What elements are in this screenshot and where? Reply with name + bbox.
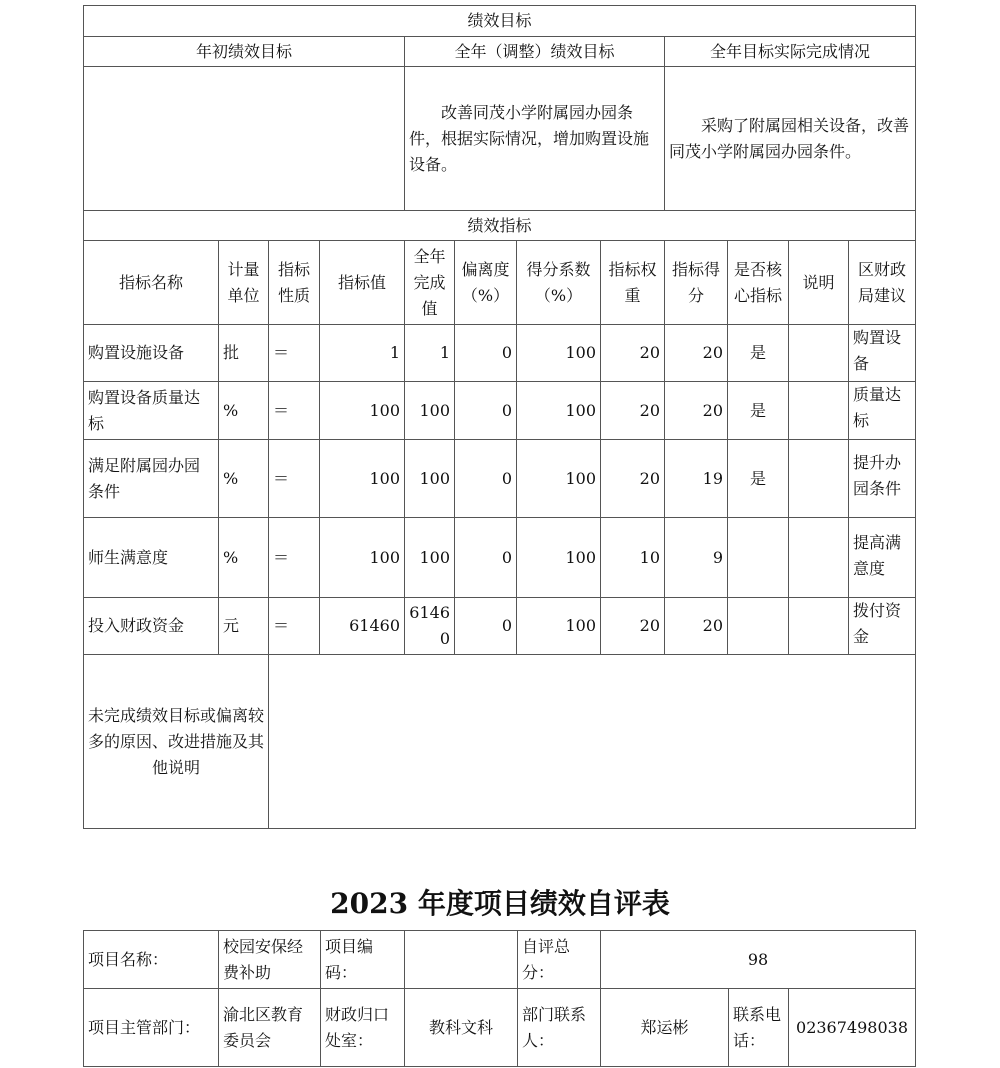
indicator-unit: 批 — [219, 325, 269, 382]
header-score-coefficient: 得分系数（%） — [517, 241, 601, 325]
indicator-note — [789, 440, 849, 518]
indicator-nature: ＝ — [269, 518, 320, 598]
contact-value: 郑运彬 — [601, 989, 729, 1067]
dept-value: 渝北区教育委员会 — [219, 989, 321, 1067]
indicator-deviation: 0 — [455, 325, 517, 382]
indicator-weight: 10 — [601, 518, 665, 598]
indicator-unit: % — [219, 382, 269, 440]
header-indicator-name: 指标名称 — [84, 241, 219, 325]
indicator-nature: ＝ — [269, 440, 320, 518]
project-info-table — [83, 930, 916, 1067]
indicator-advice: 购置设备 — [849, 325, 916, 382]
indicator-note — [789, 382, 849, 440]
indicator-target: 61460 — [320, 598, 405, 655]
phone-label: 联系电话： — [729, 989, 789, 1067]
finance-office-label: 财政归口处室： — [321, 989, 405, 1067]
project-code-value — [405, 931, 518, 989]
indicator-core: 是 — [728, 440, 789, 518]
header-weight: 指标权重 — [601, 241, 665, 325]
header-deviation: 偏离度（%） — [455, 241, 517, 325]
indicator-name: 投入财政资金 — [84, 598, 219, 655]
header-core-indicator: 是否核心指标 — [728, 241, 789, 325]
project-name-value: 校园安保经费补助 — [219, 931, 321, 989]
indicator-advice: 质量达标 — [849, 382, 916, 440]
section-goal-header: 绩效目标 — [84, 6, 916, 37]
indicator-score: 9 — [665, 518, 728, 598]
indicator-coef: 100 — [517, 382, 601, 440]
indicator-target: 100 — [320, 518, 405, 598]
reason-text — [269, 655, 916, 829]
indicator-deviation: 0 — [455, 440, 517, 518]
indicator-core — [728, 518, 789, 598]
dept-label: 项目主管部门： — [84, 989, 219, 1067]
header-note: 说明 — [789, 241, 849, 325]
actual-completion-text: 采购了附属园相关设备，改善同茂小学附属园办园条件。 — [665, 67, 916, 211]
indicator-name: 购置设备质量达标 — [84, 382, 219, 440]
indicator-deviation: 0 — [455, 382, 517, 440]
indicator-coef: 100 — [517, 325, 601, 382]
indicator-name: 购置设施设备 — [84, 325, 219, 382]
indicator-advice: 提高满意度 — [849, 518, 916, 598]
table-row — [84, 440, 916, 518]
col-adjusted-goal: 全年（调整）绩效目标 — [405, 37, 665, 67]
indicator-coef: 100 — [517, 598, 601, 655]
indicator-name: 满足附属园办园条件 — [84, 440, 219, 518]
table-row — [84, 598, 916, 655]
indicator-weight: 20 — [601, 325, 665, 382]
project-name-label: 项目名称： — [84, 931, 219, 989]
adjusted-goal-text: 改善同茂小学附属园办园条件，根据实际情况，增加购置设施设备。 — [405, 67, 665, 211]
indicator-deviation: 0 — [455, 598, 517, 655]
indicator-coef: 100 — [517, 440, 601, 518]
col-initial-goal: 年初绩效目标 — [84, 37, 405, 67]
header-unit: 计量单位 — [219, 241, 269, 325]
table-row — [84, 325, 916, 382]
indicator-score: 19 — [665, 440, 728, 518]
self-score-value: 98 — [601, 931, 916, 989]
indicator-score: 20 — [665, 325, 728, 382]
indicator-advice: 拨付资金 — [849, 598, 916, 655]
indicator-unit: % — [219, 518, 269, 598]
table-row — [84, 382, 916, 440]
indicator-advice: 提升办园条件 — [849, 440, 916, 518]
contact-label: 部门联系人： — [518, 989, 601, 1067]
indicator-coef: 100 — [517, 518, 601, 598]
header-completed-value: 全年完成值 — [405, 241, 455, 325]
header-target-value: 指标值 — [320, 241, 405, 325]
indicator-target: 1 — [320, 325, 405, 382]
indicator-done: 100 — [405, 382, 455, 440]
self-score-label: 自评总分： — [518, 931, 601, 989]
initial-goal-text — [84, 67, 405, 211]
indicator-deviation: 0 — [455, 518, 517, 598]
indicator-score: 20 — [665, 382, 728, 440]
indicator-core — [728, 598, 789, 655]
header-nature: 指标性质 — [269, 241, 320, 325]
indicator-nature: ＝ — [269, 598, 320, 655]
indicator-weight: 20 — [601, 598, 665, 655]
project-code-label: 项目编码： — [321, 931, 405, 989]
indicator-done: 100 — [405, 518, 455, 598]
indicator-weight: 20 — [601, 382, 665, 440]
indicator-note — [789, 598, 849, 655]
page-title: 2023 年度项目绩效自评表 — [330, 887, 670, 920]
reason-label: 未完成绩效目标或偏离较多的原因、改进措施及其他说明 — [84, 655, 269, 829]
section-indicator-header: 绩效指标 — [84, 211, 916, 241]
performance-table — [83, 5, 916, 829]
indicator-core: 是 — [728, 382, 789, 440]
indicator-note — [789, 325, 849, 382]
indicator-weight: 20 — [601, 440, 665, 518]
indicator-nature: ＝ — [269, 382, 320, 440]
indicator-core: 是 — [728, 325, 789, 382]
indicator-unit: 元 — [219, 598, 269, 655]
header-score: 指标得分 — [665, 241, 728, 325]
indicator-nature: ＝ — [269, 325, 320, 382]
phone-value: 02367498038 — [789, 989, 916, 1067]
col-actual-completion: 全年目标实际完成情况 — [665, 37, 916, 67]
indicator-target: 100 — [320, 440, 405, 518]
indicator-done: 61460 — [405, 598, 455, 655]
indicator-name: 师生满意度 — [84, 518, 219, 598]
table-row — [84, 518, 916, 598]
indicator-note — [789, 518, 849, 598]
header-finance-advice: 区财政局建议 — [849, 241, 916, 325]
indicator-done: 100 — [405, 440, 455, 518]
indicator-target: 100 — [320, 382, 405, 440]
indicator-score: 20 — [665, 598, 728, 655]
finance-office-value: 教科文科 — [405, 989, 518, 1067]
indicator-unit: % — [219, 440, 269, 518]
indicator-done: 1 — [405, 325, 455, 382]
